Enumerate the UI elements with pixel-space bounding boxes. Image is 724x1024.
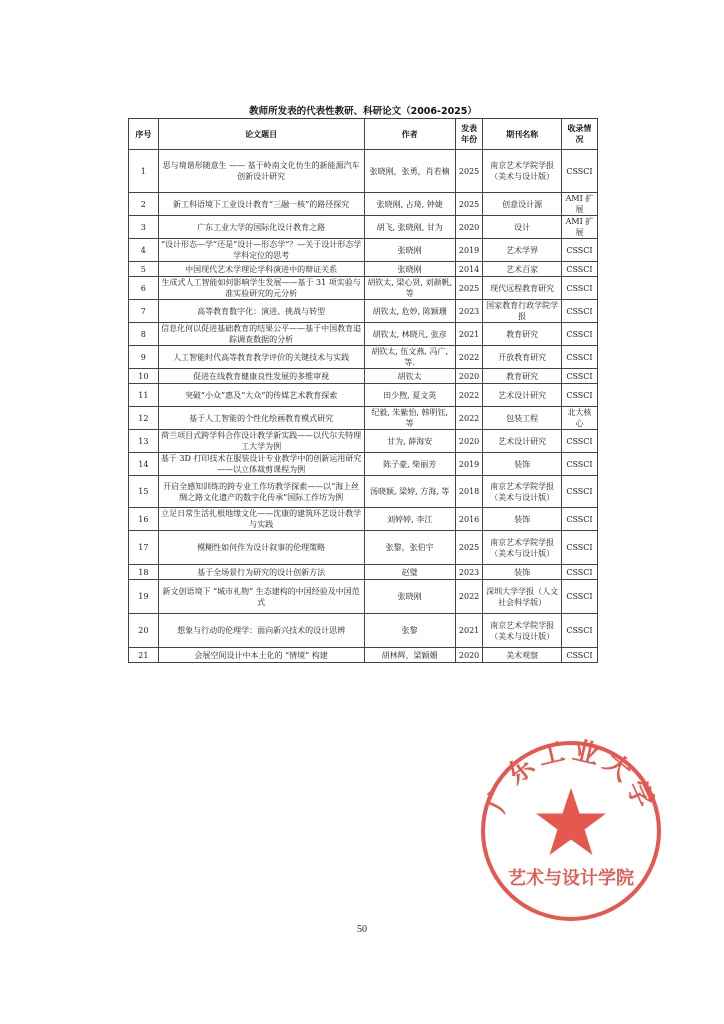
cell-no: 20 (129, 614, 159, 648)
cell-title: 新工科语境下工业设计教育“三融一核”的路径探究 (158, 193, 364, 216)
institution-seal (476, 736, 666, 926)
cell-authors: 张黎 (364, 614, 455, 648)
cell-authors: 胡钦太, 梁心贤, 刘颜帆, 等 (364, 277, 455, 300)
cell-journal: 装饰 (483, 453, 562, 476)
cell-title: 突破“小众”惠及“大众”的传媒艺术教育探索 (158, 384, 364, 407)
header-no: 序号 (129, 119, 159, 150)
cell-journal: 艺术设计研究 (483, 430, 562, 453)
cell-year: 2018 (455, 476, 483, 508)
page-number: 50 (357, 924, 367, 935)
cell-year: 2025 (455, 150, 483, 193)
cell-index: AMI 扩展 (561, 216, 597, 239)
cell-title: 促进在线教育健康良性发展的多维审视 (158, 369, 364, 384)
cell-title: 会展空间设计中本土化的 “情境” 构建 (158, 648, 364, 663)
cell-year: 2020 (455, 216, 483, 239)
cell-year: 2022 (455, 384, 483, 407)
cell-index: CSSCI (561, 369, 597, 384)
cell-journal: 包装工程 (483, 407, 562, 430)
cell-journal: 国家教育行政学院学报 (483, 300, 562, 323)
table-row (129, 508, 598, 531)
cell-year: 2025 (455, 531, 483, 565)
cell-no: 6 (129, 277, 159, 300)
table-row (129, 430, 598, 453)
cell-title: 荷兰项目式跨学科合作设计教学新实践——以代尔夫特理工大学为例 (158, 430, 364, 453)
cell-index: CSSCI (561, 239, 597, 262)
cell-no: 8 (129, 323, 159, 346)
cell-journal: 艺术百家 (483, 262, 562, 277)
cell-year: 2014 (455, 262, 483, 277)
cell-authors: 张晓刚 (364, 239, 455, 262)
table-row (129, 580, 598, 614)
cell-no: 5 (129, 262, 159, 277)
table-title: 教师所发表的代表性教研、科研论文（2006-2025） (249, 106, 477, 117)
cell-title: 高等教育数字化：演进、挑战与转型 (158, 300, 364, 323)
header-index: 收录情况 (561, 119, 597, 150)
cell-title: 基于人工智能的个性化绘画教育模式研究 (158, 407, 364, 430)
table-row (129, 565, 598, 580)
cell-index: AMI 扩展 (561, 193, 597, 216)
table-row (129, 150, 598, 193)
cell-year: 2022 (455, 580, 483, 614)
cell-year: 2025 (455, 277, 483, 300)
cell-index: CSSCI (561, 430, 597, 453)
cell-year: 2025 (455, 193, 483, 216)
cell-year: 2021 (455, 614, 483, 648)
table-row (129, 262, 598, 277)
cell-year: 2021 (455, 323, 483, 346)
cell-title: 中国现代艺术学理论学科演进中的辩证关系 (158, 262, 364, 277)
cell-journal: 开放教育研究 (483, 346, 562, 369)
table-row (129, 453, 598, 476)
cell-journal: 艺术学界 (483, 239, 562, 262)
cell-index: CSSCI (561, 346, 597, 369)
header-year: 发表年份 (455, 119, 483, 150)
cell-no: 13 (129, 430, 159, 453)
cell-authors: 胡钦太 (364, 369, 455, 384)
cell-no: 9 (129, 346, 159, 369)
cell-year: 2019 (455, 239, 483, 262)
cell-authors: 甘为, 薛海安 (364, 430, 455, 453)
cell-no: 1 (129, 150, 159, 193)
cell-index: CSSCI (561, 508, 597, 531)
cell-no: 14 (129, 453, 159, 476)
cell-journal: 美术观察 (483, 648, 562, 663)
cell-no: 11 (129, 384, 159, 407)
cell-journal: 创意设计源 (483, 193, 562, 216)
cell-journal: 南京艺术学院学报（美术与设计版） (483, 476, 562, 508)
cell-no: 21 (129, 648, 159, 663)
cell-title: 想象与行动的伦理学：面向新兴技术的设计思辨 (158, 614, 364, 648)
cell-index: CSSCI (561, 150, 597, 193)
cell-title: 广东工业大学的国际化设计教育之路 (158, 216, 364, 239)
cell-title: 基于全场景行为研究的设计创新方法 (158, 565, 364, 580)
cell-no: 7 (129, 300, 159, 323)
cell-authors: 田少煦, 夏文英 (364, 384, 455, 407)
seal-top-text: 广东工业大学 (481, 736, 661, 817)
cell-authors: 胡林辉，梁颖媚 (364, 648, 455, 663)
cell-no: 4 (129, 239, 159, 262)
cell-year: 2022 (455, 346, 483, 369)
cell-year: 2023 (455, 565, 483, 580)
cell-authors: 陈子豪, 柴丽芳 (364, 453, 455, 476)
cell-authors: 刘婷婷, 李江 (364, 508, 455, 531)
cell-authors: 张晓刚, 占琦, 钟婕 (364, 193, 455, 216)
table-row (129, 216, 598, 239)
cell-year: 2016 (455, 508, 483, 531)
cell-title: 新文创语境下 “城市礼物” 生态建构的中国经验及中国范式 (158, 580, 364, 614)
cell-title: “设计形态—学”还是“设计—形态学”？—关于设计形态学学科定位的思考 (158, 239, 364, 262)
cell-no: 15 (129, 476, 159, 508)
table-row (129, 193, 598, 216)
cell-title: 信息化何以促进基础教育的结果公平——基于中国教育追踪调查数据的分析 (158, 323, 364, 346)
cell-index: 北大核心 (561, 407, 597, 430)
cell-title: 思与境谐形随意生 —— 基于岭南文化仿生的新能源汽车创新设计研究 (158, 150, 364, 193)
table-body (129, 150, 598, 663)
table-row (129, 277, 598, 300)
cell-authors: 胡飞, 张晓刚, 甘为 (364, 216, 455, 239)
cell-title: 模糊性如何作为设计叙事的伦理策略 (158, 531, 364, 565)
cell-no: 16 (129, 508, 159, 531)
cell-index: CSSCI (561, 262, 597, 277)
cell-no: 3 (129, 216, 159, 239)
cell-journal: 南京艺术学院学报（美术与设计版） (483, 614, 562, 648)
cell-year: 2019 (455, 453, 483, 476)
cell-title: 立足日常生活扎根地缘文化——沈康的建筑环艺设计教学与实践 (158, 508, 364, 531)
cell-year: 2020 (455, 648, 483, 663)
cell-authors: 汤晓颖, 梁婷, 方海, 等 (364, 476, 455, 508)
cell-authors: 张晓刚 (364, 580, 455, 614)
cell-index: CSSCI (561, 323, 597, 346)
cell-journal: 设计 (483, 216, 562, 239)
cell-journal: 教育研究 (483, 323, 562, 346)
cell-index: CSSCI (561, 300, 597, 323)
cell-index: CSSCI (561, 384, 597, 407)
header-journal: 期刊名称 (483, 119, 562, 150)
cell-journal: 南京艺术学院学报（美术与设计版） (483, 531, 562, 565)
header-authors: 作者 (364, 119, 455, 150)
cell-index: CSSCI (561, 565, 597, 580)
cell-no: 18 (129, 565, 159, 580)
cell-index: CSSCI (561, 580, 597, 614)
cell-authors: 纪毅, 朱紫怡, 韩明钰, 等 (364, 407, 455, 430)
table-row (129, 476, 598, 508)
cell-journal: 深圳大学学报（人文社会科学版） (483, 580, 562, 614)
cell-authors: 张晓刚，张勇，肖若楠 (364, 150, 455, 193)
seal-star (536, 788, 606, 855)
cell-journal: 装饰 (483, 508, 562, 531)
table-row (129, 384, 598, 407)
cell-index: CSSCI (561, 531, 597, 565)
seal-bottom-text: 艺术与设计学院 (508, 868, 634, 889)
cell-index: CSSCI (561, 453, 597, 476)
cell-year: 2023 (455, 300, 483, 323)
table-row (129, 648, 598, 663)
cell-title: 基于 3D 打印技术在服装设计专业教学中的创新运用研究——以立体裁剪课程为例 (158, 453, 364, 476)
table-row (129, 239, 598, 262)
cell-authors: 胡钦太, 危妙, 陈颖珊 (364, 300, 455, 323)
cell-no: 2 (129, 193, 159, 216)
cell-authors: 张晓刚 (364, 262, 455, 277)
cell-journal: 装饰 (483, 565, 562, 580)
table-row (129, 614, 598, 648)
cell-journal: 南京艺术学院学报（美术与设计版） (483, 150, 562, 193)
cell-journal: 艺术设计研究 (483, 384, 562, 407)
cell-authors: 赵璧 (364, 565, 455, 580)
cell-journal: 教育研究 (483, 369, 562, 384)
cell-journal: 现代远程教育研究 (483, 277, 562, 300)
table-row (129, 346, 598, 369)
cell-no: 12 (129, 407, 159, 430)
cell-no: 10 (129, 369, 159, 384)
table-row (129, 369, 598, 384)
cell-authors: 胡钦太, 伍文燕, 冯广, 等. (364, 346, 455, 369)
papers-table (128, 118, 598, 663)
cell-no: 19 (129, 580, 159, 614)
table-row (129, 407, 598, 430)
cell-title: 开启全感知训练的跨专业工作坊教学探索——以“海上丝绸之路文化遗产的数字化传承”国际工作坊为例 (158, 476, 364, 508)
cell-title: 人工智能时代高等教育教学评价的关键技术与实践 (158, 346, 364, 369)
table-row (129, 300, 598, 323)
table-header-row (129, 119, 598, 150)
cell-index: CSSCI (561, 648, 597, 663)
cell-index: CSSCI (561, 476, 597, 508)
cell-year: 2020 (455, 430, 483, 453)
cell-index: CSSCI (561, 277, 597, 300)
cell-year: 2022 (455, 407, 483, 430)
cell-index: CSSCI (561, 614, 597, 648)
table-row (129, 323, 598, 346)
header-title: 论文题目 (158, 119, 364, 150)
cell-title: 生成式人工智能如何影响学生发展——基于 31 项实验与准实验研究的元分析 (158, 277, 364, 300)
cell-authors: 胡钦太, 林晓凡, 张彦 (364, 323, 455, 346)
cell-year: 2020 (455, 369, 483, 384)
table-row (129, 531, 598, 565)
cell-no: 17 (129, 531, 159, 565)
cell-authors: 张黎，张伯宇 (364, 531, 455, 565)
